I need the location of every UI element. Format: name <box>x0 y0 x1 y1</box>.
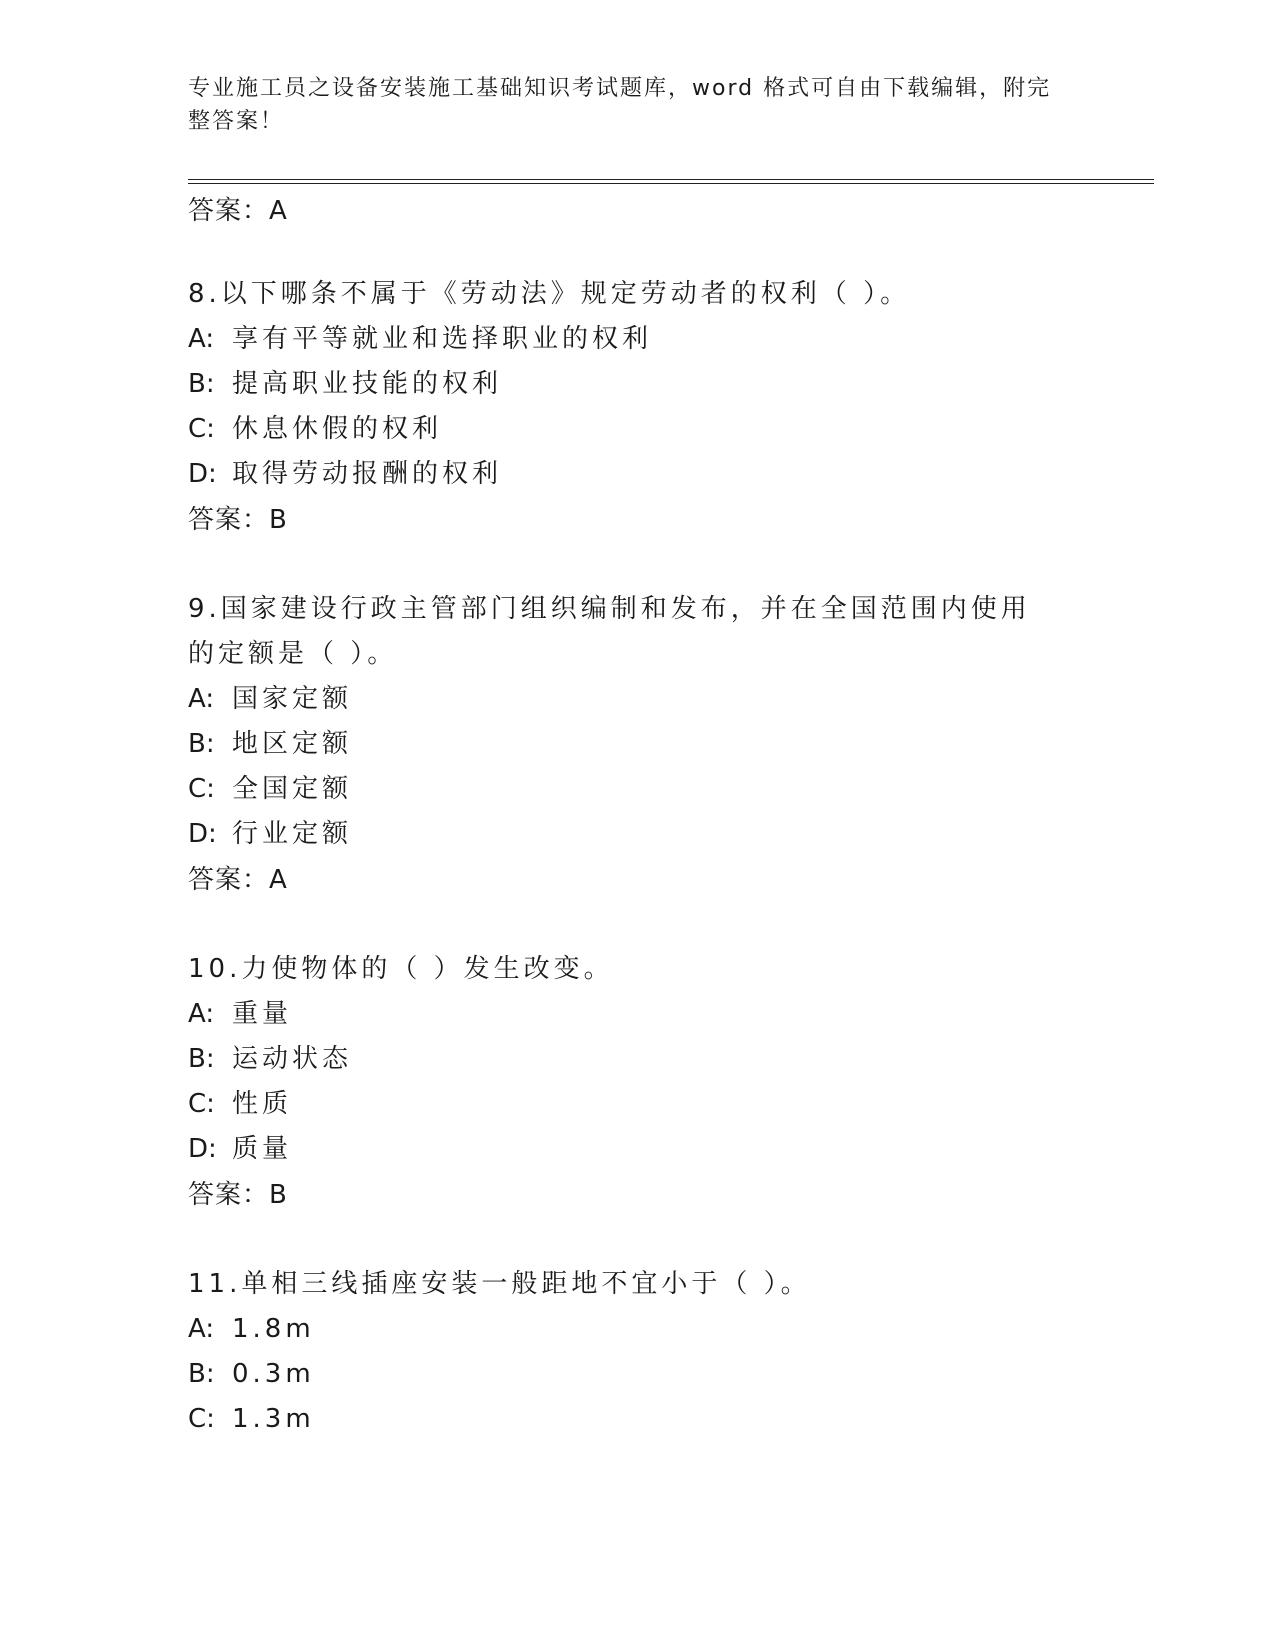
option-text: 0.3m <box>232 1359 315 1389</box>
option-text: 全国定额 <box>232 774 353 804</box>
option-key: C: <box>188 414 215 444</box>
question-item <box>188 947 1088 1218</box>
option-text: 重量 <box>232 999 293 1029</box>
option-item <box>188 407 1088 452</box>
option-text: 1.8m <box>232 1314 315 1344</box>
question-item <box>188 272 1088 543</box>
option-item <box>188 362 1088 407</box>
option-key: D: <box>188 1134 217 1164</box>
question-item <box>188 587 1088 903</box>
option-key: C: <box>188 1089 215 1119</box>
option-item <box>188 1352 1088 1397</box>
document-header <box>188 72 1068 138</box>
option-key: B: <box>188 1044 215 1074</box>
answer-line: 答案：A <box>188 865 288 895</box>
option-text: 休息休假的权利 <box>232 414 443 444</box>
answer-line: 答案：A <box>188 196 288 226</box>
option-item <box>188 317 1088 362</box>
option-item <box>188 1037 1088 1082</box>
header-divider-bottom <box>188 183 1154 184</box>
question-text: 11.单相三线插座安装一般距地不宜小于（ ）。 <box>188 1269 811 1299</box>
option-text: 1.3m <box>232 1404 315 1434</box>
option-item <box>188 1397 1088 1442</box>
option-text: 享有平等就业和选择职业的权利 <box>232 324 653 354</box>
option-text: 国家定额 <box>232 684 353 714</box>
question-list <box>188 188 1088 1442</box>
option-text: 质量 <box>232 1134 293 1164</box>
question-text: 8.以下哪条不属于《劳动法》规定劳动者的权利（ ）。 <box>188 279 911 309</box>
option-text: 性质 <box>232 1089 293 1119</box>
option-key: D: <box>188 819 217 849</box>
option-item <box>188 1082 1088 1127</box>
option-key: A: <box>188 324 215 354</box>
option-key: C: <box>188 774 215 804</box>
question-text: 10.力使物体的（ ）发生改变。 <box>188 954 614 984</box>
option-item <box>188 1307 1088 1352</box>
option-text: 提高职业技能的权利 <box>232 369 503 399</box>
question-text: 9.国家建设行政主管部门组织编制和发布，并在全国范围内使用的定额是（ ）。 <box>188 594 1031 669</box>
option-text: 地区定额 <box>232 729 353 759</box>
option-item <box>188 722 1088 767</box>
option-item <box>188 677 1088 722</box>
option-key: A: <box>188 1314 215 1344</box>
option-key: D: <box>188 459 217 489</box>
header-line-2: 整答案！ <box>188 109 285 134</box>
option-key: B: <box>188 369 215 399</box>
option-item <box>188 1127 1088 1172</box>
option-key: B: <box>188 729 215 759</box>
question-item <box>188 1262 1088 1442</box>
option-text: 行业定额 <box>232 819 353 849</box>
option-item <box>188 812 1088 857</box>
option-key: C: <box>188 1404 215 1434</box>
header-line-1: 专业施工员之设备安装施工基础知识考试题库，word 格式可自由下载编辑，附完 <box>188 76 1052 101</box>
option-text: 运动状态 <box>232 1044 353 1074</box>
option-item <box>188 767 1088 812</box>
option-item <box>188 992 1088 1037</box>
header-divider-top <box>188 179 1154 180</box>
option-item <box>188 452 1088 497</box>
answer-line: 答案：B <box>188 505 288 535</box>
option-key: A: <box>188 999 215 1029</box>
option-key: B: <box>188 1359 215 1389</box>
answer-line: 答案：B <box>188 1180 288 1210</box>
option-text: 取得劳动报酬的权利 <box>232 459 503 489</box>
option-key: A: <box>188 684 215 714</box>
